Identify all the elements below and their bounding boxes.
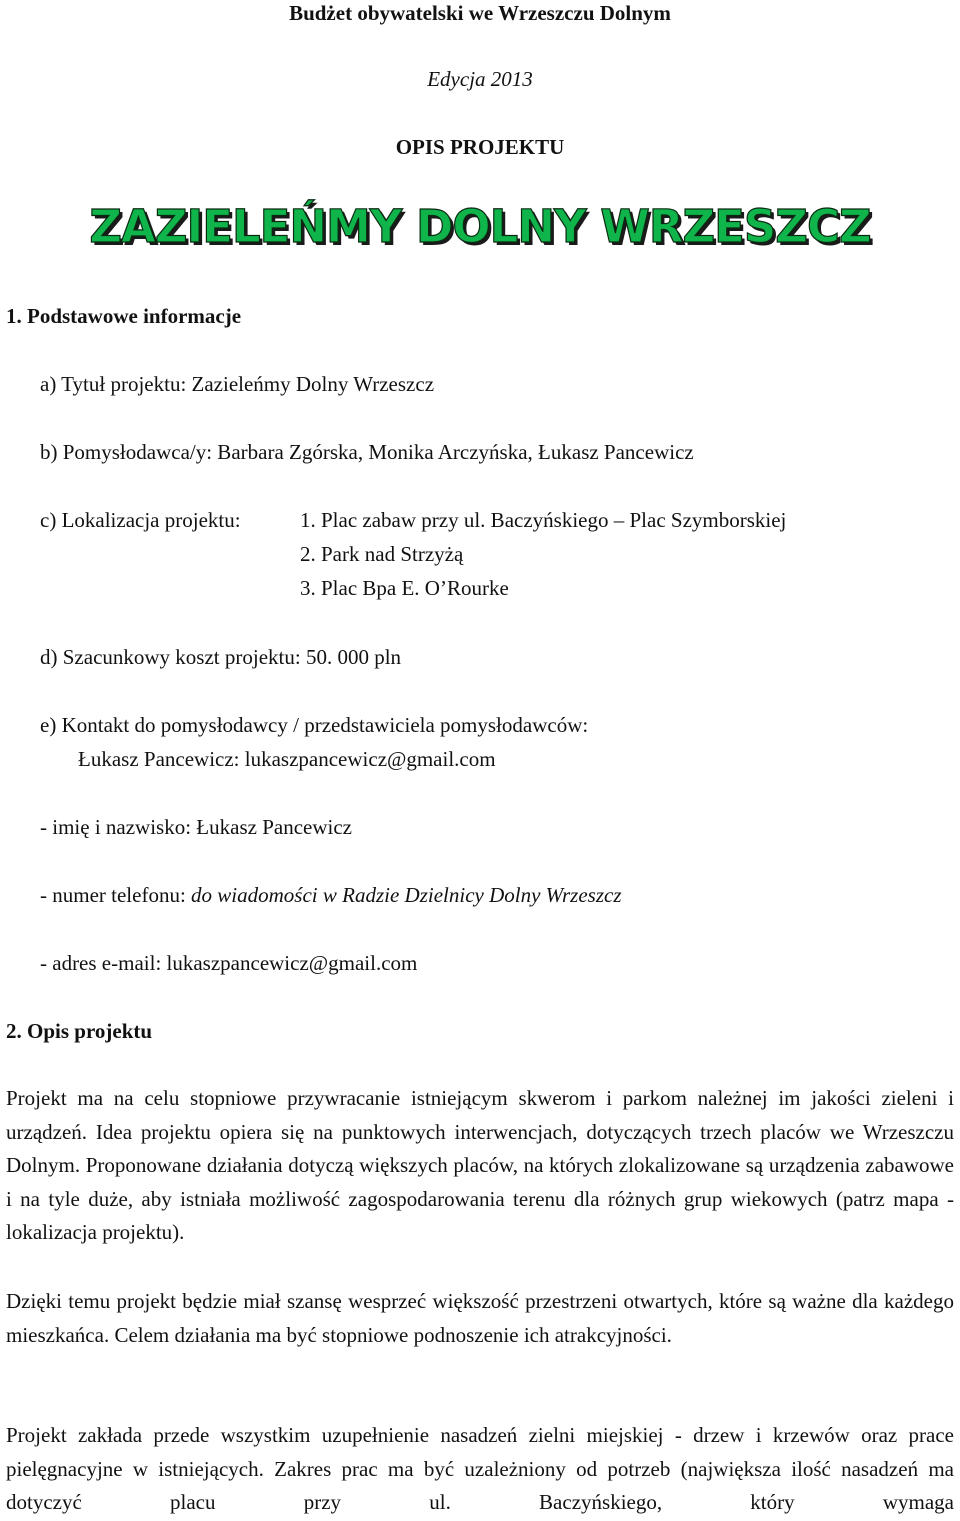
- section-1-heading: 1. Podstawowe informacje: [6, 304, 242, 328]
- location-item: 1. Plac zabaw przy ul. Baczyńskiego – Plac Szymborskiej: [300, 508, 787, 532]
- description-paragraph: Dzięki temu projekt będzie miał szansę wesprzeć większość przestrzeni otwartych, które są ważne dla każdego mieszkańca. Celem działania ma być stopniowe podnoszenie ich atrakcyjności.: [6, 1289, 954, 1347]
- location-item: 3. Plac Bpa E. O’Rourke: [300, 576, 509, 600]
- location-item: 2. Park nad Strzyżą: [300, 542, 464, 566]
- project-banner-text: ZAZIELEŃMY DOLNY WRZESZCZ: [89, 200, 871, 253]
- description-paragraph: Projekt ma na celu stopniowe przywracanie istniejącym skwerom i parkom należnej im jakości zieleni i urządzeń. Idea projektu opiera się na punktowych interwencjach, dotyczących trzech placów we Wrzeszczu Dolnym. Proponowane działania dotyczą większych placów, na których zlokalizowane są urządzenia zabawowe i na tyle duże, aby istniała możliwość zagospodarowania terenu dla różnych grup wiekowych (patrz mapa - lokalizacja projektu).: [6, 1086, 954, 1244]
- cost-line: d) Szacunkowy koszt projektu: 50. 000 pln: [40, 645, 402, 669]
- project-authors-line: b) Pomysłodawca/y: Barbara Zgórska, Monika Arczyńska, Łukasz Pancewicz: [40, 440, 694, 464]
- edition-label: Edycja 2013: [427, 67, 533, 91]
- contact-line: e) Kontakt do pomysłodawcy / przedstawiciela pomysłodawców:: [40, 713, 589, 737]
- document-title: Budżet obywatelski we Wrzeszczu Dolnym: [289, 1, 671, 25]
- email-line: - adres e-mail: lukaszpancewicz@gmail.com: [40, 951, 418, 975]
- location-label: c) Lokalizacja projektu:: [40, 508, 241, 532]
- project-title-line: a) Tytuł projektu: Zazieleńmy Dolny Wrzeszcz: [40, 372, 435, 396]
- phone-line: [40, 882, 622, 908]
- phone-label: - numer telefonu:: [40, 883, 192, 907]
- contact-value: Łukasz Pancewicz: lukaszpancewicz@gmail.com: [78, 747, 496, 771]
- section-2-heading: 2. Opis projektu: [6, 1019, 153, 1043]
- description-paragraph: Projekt zakłada przede wszystkim uzupełnienie nasadzeń zielni miejskiej - drzew i krzewów oraz prace pielęgnacyjne w istniejących. Zakres prac ma być uzależniony od potrzeb (największa ilość nasadzeń ma dotyczyć placu przy ul. Baczyńskiego, który wymaga: [6, 1423, 954, 1514]
- project-banner: [0, 196, 960, 258]
- name-line: - imię i nazwisko: Łukasz Pancewicz: [40, 815, 352, 839]
- phone-value: do wiadomości w Radzie Dzielnicy Dolny Wrzeszcz: [191, 883, 622, 907]
- document-type-heading: OPIS PROJEKTU: [395, 135, 565, 159]
